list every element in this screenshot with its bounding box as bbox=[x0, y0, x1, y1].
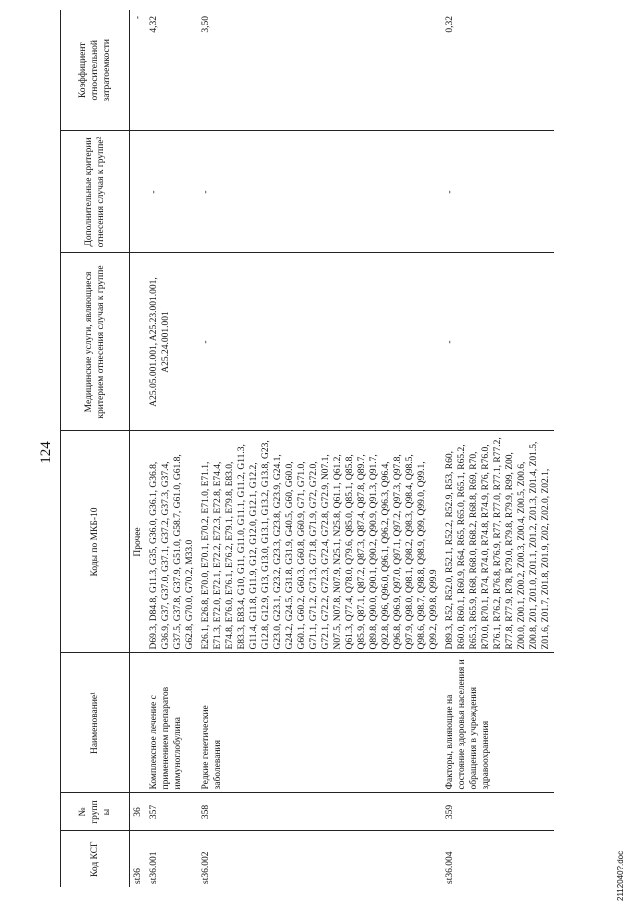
cell-mkb: D89.3, R52, R52.0, R52.1, R52.2, R52.9, R53, R60, R60.0, R60.1, R60.9, R64, R65, R65.0, R65.1, R65.2, R65.3, R65.9, R68, R68.0, R68.2, R68.8, R69, R70, R70.0, R70.1, R74, R74.0, R74.8, R74.9, R76, R76.0, R76.1, R76.2, R76.8, R76.9, R77, R77.0, R77.1, R77.2, R77.8, R77.9, R78, R79.0, R79.8, R79.9, R99, Z00, Z00.0, Z00.1, Z00.2, Z00.3, Z00.4, Z00.5, Z00.6, Z00.8, Z01, Z01.0, Z01.1, Z01.2, Z01.3, Z01.4, Z01.5, Z01.6, Z01.7, Z01.8, Z01.9, Z02, Z02.0, Z02.1, bbox=[442, 431, 554, 653]
cell-group: 36 bbox=[130, 793, 147, 831]
header-group-no: № группы bbox=[61, 793, 130, 831]
table-row bbox=[146, 10, 198, 887]
cell-services: - bbox=[198, 253, 442, 431]
table-row bbox=[442, 10, 554, 887]
cell-extra: - bbox=[442, 131, 554, 253]
cell-group: 358 bbox=[198, 793, 442, 831]
table-row bbox=[130, 10, 147, 887]
table-header-row bbox=[61, 10, 130, 887]
cell-mkb: Прочее bbox=[130, 431, 147, 653]
header-extra-criteria: Дополнительные критерии отнесения случая к группе² bbox=[61, 131, 130, 253]
cell-coef: 0,32 bbox=[442, 10, 554, 131]
cell-mkb: E26.1, E26.8, E70.0, E70.1, E70.2, E71.0, E71.1, E71.3, E72.0, E72.1, E72.2, E72.3, E72.8, E74.4, E74.8, E76.0, E76.1, E76.2, E79.1, E79.8, E83.0, E83.3, E83.4, G10, G11, G11.0, G11.1, G11.2, G11.3, G11.4, G11.8, G11.9, G12, G12.0, G12.1, G12.2, G12.8, G12.9, G13, G13.0, G13.1, G13.2, G13.8, G23, G23.0, G23.1, G23.2, G23.3, G23.8, G23.9, G24.1, G24.2, G24.5, G31.8, G31.9, G40.5, G60, G60.0, G60.1, G60.2, G60.3, G60.8, G60.9, G71, G71.0, G71.1, G71.2, G71.3, G71.8, G71.9, G72, G72.0, G72.1, G72.2, G72.3, G72.4, G72.8, G72.9, N07.1, N07.5, N07.8, N07.9, N25.1, N25.8, Q61.1, Q61.2, Q61.3, Q77.4, Q78.0, Q79.6, Q85.0, Q85.1, Q85.8, Q85.9, Q87.1, Q87.2, Q87.3, Q87.4, Q87.8, Q89.7, Q89.8, Q90.0, Q90.1, Q90.2, Q90.9, Q91.3, Q91.7, Q92.8, Q96, Q96.0, Q96.1, Q96.2, Q96.3, Q96.4, Q96.8, Q96.9, Q97.0, Q97.1, Q97.2, Q97.3, Q97.8, Q97.9, Q98.0, Q98.1, Q98.2, Q98.3, Q98.4, Q98.5, Q98.6, Q98.7, Q98.8, Q98.9, Q99, Q99.0, Q99.1, Q99.2, Q99.8, Q99.9 bbox=[198, 431, 442, 653]
header-name: Наименование¹ bbox=[61, 653, 130, 793]
cell-code: st36.004 bbox=[445, 851, 455, 884]
cell-extra: - bbox=[146, 131, 198, 253]
cell-name: Факторы, влияющие на состояние здоровья населения и обращения в учреждения здравоохранения bbox=[442, 653, 554, 793]
header-code: Код КСГ bbox=[61, 831, 130, 887]
cell-services: A25.05.001.001, A25.23.001.001, A25.24.001.001 bbox=[146, 253, 198, 431]
cell-extra: - bbox=[198, 131, 442, 253]
cell-services: - bbox=[442, 253, 554, 431]
cell-coef: 3,50 bbox=[198, 10, 442, 131]
cell-name: Комплексное лечение с применением препаратов иммуноглобулина bbox=[146, 653, 198, 793]
cell-extra bbox=[130, 131, 147, 253]
document-filename: 2112040?.doc bbox=[616, 850, 625, 901]
page-number: 124 bbox=[38, 441, 54, 464]
cell-group: 357 bbox=[146, 793, 198, 831]
cell-coef: 4,32 bbox=[146, 10, 198, 131]
header-services: Медицинские услуги, являющиеся критерием отнесения случая к группе bbox=[61, 253, 130, 431]
cell-name bbox=[130, 653, 147, 793]
ksg-table bbox=[60, 10, 554, 887]
cell-code: st36.001 bbox=[149, 851, 159, 884]
cell-group: 359 bbox=[442, 793, 554, 831]
cell-coef: - bbox=[130, 10, 147, 131]
cell-name: Редкие генетические заболевания bbox=[198, 653, 442, 793]
header-coefficient: Коэффициент относительной затратоемкости bbox=[61, 10, 130, 131]
cell-code: st36.002 bbox=[201, 851, 211, 884]
table-row bbox=[198, 10, 442, 887]
cell-mkb: D69.3, D84.8, G11.3, G35, G36.0, G36.1, G36.8, G36.9, G37, G37.0, G37.1, G37.2, G37.3, G37.4, G37.5, G37.8, G37.9, G51.0, G58.7, G61.0, G61.8, G62.8, G70.0, G70.2, M33.0 bbox=[146, 431, 198, 653]
cell-code: st36 bbox=[133, 868, 143, 884]
header-mkb: Коды по МКБ-10 bbox=[61, 431, 130, 653]
cell-services bbox=[130, 253, 147, 431]
